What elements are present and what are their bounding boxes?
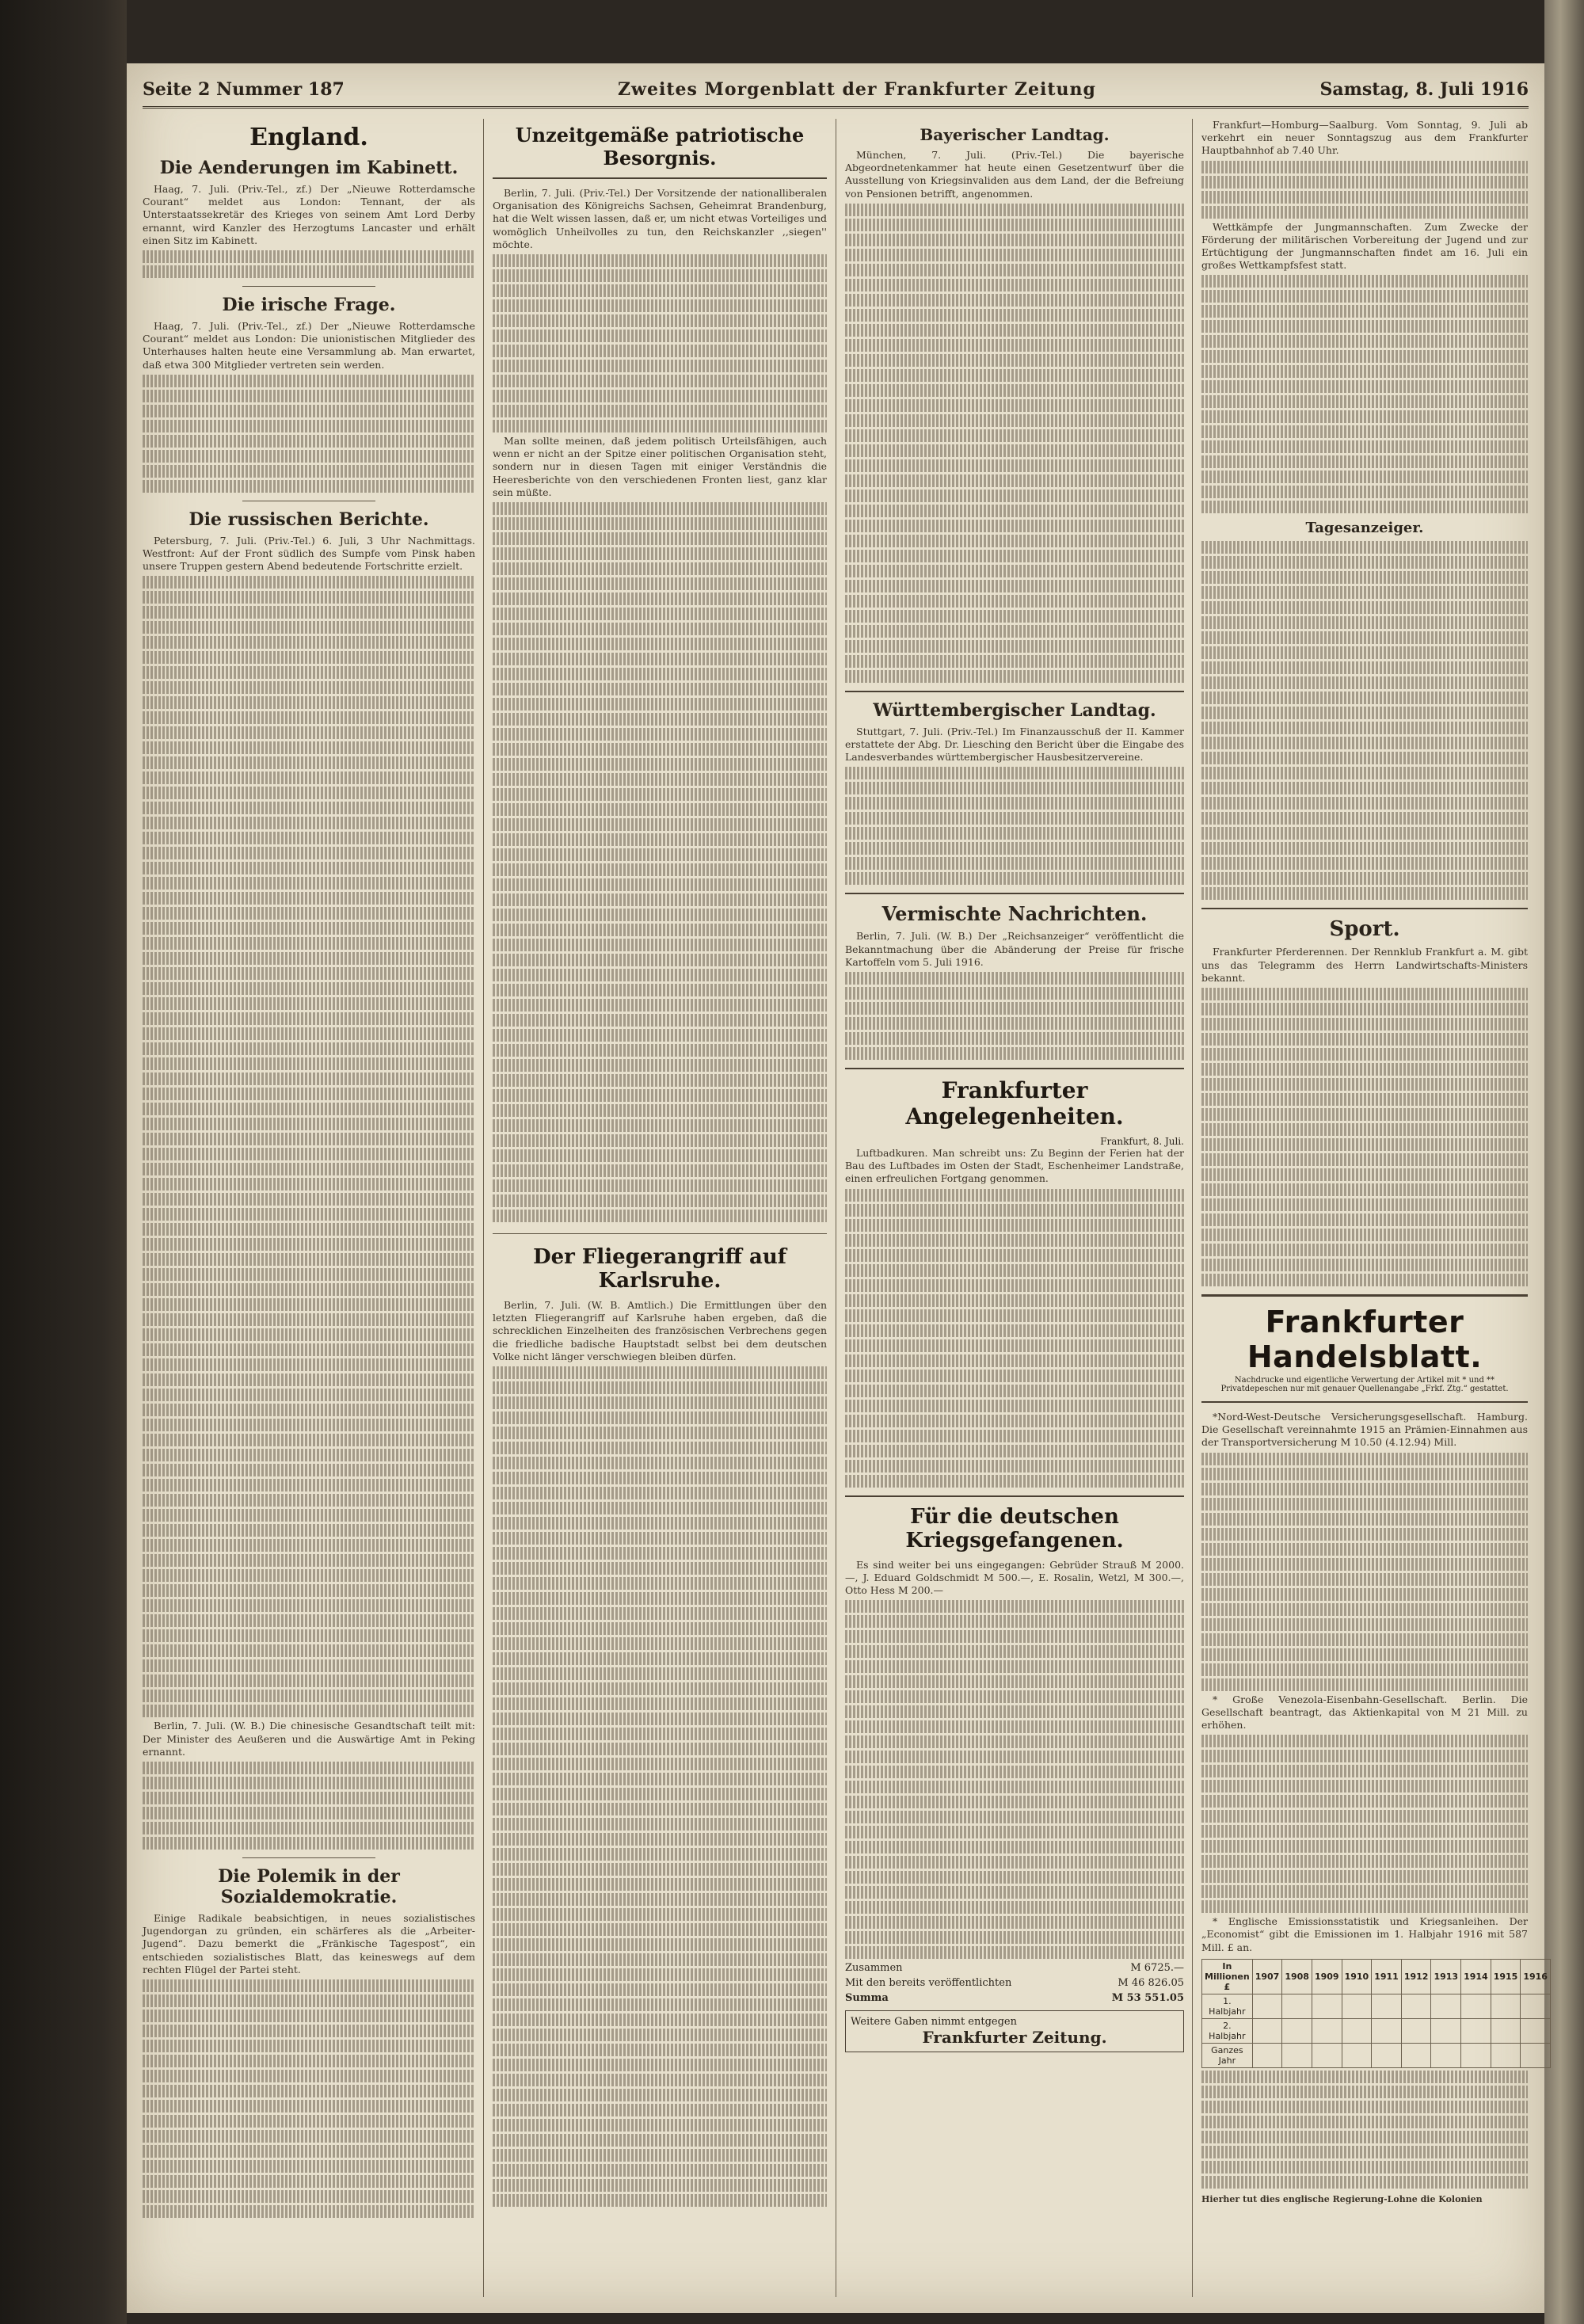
subhead-polemic: Die Polemik in der Sozialdemokratie. <box>218 1866 400 1908</box>
article-paragraph: Frankfurt—Homburg—Saalburg. Vom Sonntag, 9. Juli ab verkehrt ein neuer Sonntagszug aus dem Frankfurter Hauptbahnhof ab 7.40 Uhr. <box>1201 119 1528 157</box>
masthead-title: Zweites Morgenblatt der Frankfurter Zeitung <box>618 79 1096 100</box>
dateline: Frankfurt, 8. Juli. <box>1100 1136 1184 1148</box>
table-caption: In Millionen £ <box>1202 1959 1253 1994</box>
subhead-cabinet: Die Aenderungen im Kabinett. <box>159 158 459 178</box>
article-text <box>1201 946 1528 985</box>
table-year: 1910 <box>1342 1959 1372 1994</box>
row-label: 1. Halbjahr <box>1202 1994 1253 2018</box>
table-row <box>1202 2018 1551 2043</box>
article-paragraph: Berlin, 7. Juli. (W. B.) Die chinesische Gesandtschaft teilt mit: Der Minister des Aeußeren und die Auswärtige Amt in Peking ernannt. <box>143 1720 475 1758</box>
masthead-page-number: Seite 2 Nummer 187 <box>143 79 345 100</box>
table-year: 1912 <box>1401 1959 1431 1994</box>
headline-frankfurter-handelsblatt: Frankfurter Handelsblatt. <box>1247 1305 1483 1375</box>
table-year: 1911 <box>1372 1959 1402 1994</box>
previous-value: M 46 826.05 <box>1118 1977 1184 1990</box>
footer-note: Weitere Gaben nimmt entgegen <box>851 2016 1017 2029</box>
article-text <box>845 149 1184 200</box>
subtotal-label: Zusammen <box>845 1962 903 1975</box>
article-text <box>143 1720 475 1758</box>
footer-signature: Frankfurter Zeitung. <box>922 2028 1107 2048</box>
donation-previous <box>845 1977 1184 1989</box>
article-paragraph: Wettkämpfe der Jungmannschaften. Zum Zwecke der Förderung der militärischen Vorbereitung der Jugend und zur Ertüchtigung der Jungmannschaften findet am 16. Juli ein großes Wettkampfsfest statt. <box>1201 220 1528 272</box>
article-text <box>1201 119 1528 158</box>
article-text <box>845 1147 1184 1186</box>
table-year: 1916 <box>1521 1959 1551 1994</box>
article-text <box>143 183 475 247</box>
article-paragraph: Berlin, 7. Juli. (W. B. Amtlich.) Die Ermittlungen über den letzten Fliegerangriff auf Karlsruhe haben ergeben, daß die schrecklichen Einzelheiten des französischen Verbrechens gegen die friedliche badische Hauptstadt selbst bei dem deutschen Volke nicht länger verschwiegen bleiben dürfen. <box>493 1299 827 1362</box>
article-text <box>143 535 475 573</box>
subhead-irish-question: Die irische Frage. <box>222 295 396 316</box>
headline-patriotic-concern: Unzeitgemäße patriotische Besorgnis. <box>515 124 805 170</box>
headline-bavarian-diet: Bayerischer Landtag. <box>920 125 1110 144</box>
article-text <box>1201 1693 1528 1732</box>
subhead-russian-reports: Die russischen Berichte. <box>188 509 429 530</box>
article-paragraph: Man sollte meinen, daß jedem politisch Urteilsfähigen, auch wenn er nicht an der Spitze einer politischen Organisation steht, sondern nur in diesen Tagen mit einiger Verständnis die Heeresberichte von den verschiedenen Fronten liest, ganz klar sein müßte. <box>493 435 827 498</box>
headline-england: England. <box>249 124 368 151</box>
sum-label: Summa <box>845 1992 889 2005</box>
headline-sport: Sport. <box>1329 917 1400 942</box>
headline-prisoners-of-war: Für die deutschen Kriegsgefangenen. <box>905 1504 1124 1553</box>
headline-karlsruhe-air-raid: Der Fliegerangriff auf Karlsruhe. <box>533 1245 786 1293</box>
table-year: 1914 <box>1461 1959 1491 1994</box>
column-3 <box>845 119 1184 2297</box>
article-text <box>845 930 1184 969</box>
article-paragraph: Haag, 7. Juli. (Priv.-Tel., zf.) Der „Nieuwe Rotterdamsche Courant“ meldet aus London: Die unionistischen Mitglieder des Unterhauses halten heute eine Versammlung ab. Man erwartet, daß etwa 300 Mitglieder vertreten sein werden. <box>143 320 475 371</box>
column-rule <box>1192 119 1193 2297</box>
masthead-date: Samstag, 8. Juli 1916 <box>1319 79 1529 100</box>
article-text <box>143 1912 475 1976</box>
column-4 <box>1201 119 1548 2297</box>
article-text <box>845 1559 1184 1598</box>
previous-label: Mit den bereits veröffentlichten <box>845 1977 1012 1990</box>
article-paragraph: München, 7. Juli. (Priv.-Tel.) Die bayerische Abgeordnetenkammer hat heute einen Gesetzentwurf über die Ausstellung von Kriegsinvaliden aus dem Land, der die Befreiung von Pensionen betrifft, angenommen. <box>845 149 1184 200</box>
article-text <box>493 187 827 251</box>
article-text <box>1201 221 1528 272</box>
handelsblatt-notice: Nachdrucke und eigentliche Verwertung der Artikel mit * und ** Privatdepeschen nur mit genauer Quellenangabe „Frkf. Ztg.“ gestattet. <box>1220 1376 1509 1394</box>
donation-subtotal <box>845 1962 1184 1974</box>
article-paragraph: * Große Venezola-Eisenbahn-Gesellschaft. Berlin. Die Gesellschaft beantragt, das Aktienkapital von M 21 Mill. zu erhöhen. <box>1201 1693 1528 1732</box>
article-paragraph: Berlin, 7. Juli. (Priv.-Tel.) Der Vorsitzende der nationalliberalen Organisation des Königreichs Sachsen, Geheimrat Brandenburg, hat die Welt wissen lassen, daß er, um nicht etwas Vorteiliges und womöglich Unheilvolles zu tun, den Reichskanzler ,,siegen'' möchte. <box>493 187 827 250</box>
article-text <box>493 435 827 499</box>
table-year: 1909 <box>1312 1959 1342 1994</box>
article-paragraph: Luftbadkuren. Man schreibt uns: Zu Beginn der Ferien hat der Bau des Luftbades im Osten der Stadt, Eschenheimer Landstraße, einen erfreulichen Fortgang genommen. <box>845 1147 1184 1185</box>
table-row <box>1202 1994 1551 2018</box>
table-year: 1913 <box>1431 1959 1461 1994</box>
article-paragraph: Petersburg, 7. Juli. (Priv.-Tel.) 6. Juli, 3 Uhr Nachmittags. Westfront: Auf der Front südlich des Sumpfe vom Pinsk haben unsere Truppen gestern Abend bedeutende Fortschritte erzielt. <box>143 534 475 573</box>
table-year: 1908 <box>1282 1959 1312 1994</box>
donation-sum <box>845 1992 1184 2004</box>
article-paragraph: *Nord-West-Deutsche Versicherungsgesellschaft. Hamburg. Die Gesellschaft vereinnahmte 1915 an Prämien-Einnahmen aus der Transportversicherung M 10.50 (4.12.94) Mill. <box>1201 1411 1528 1449</box>
table-row <box>1202 2043 1551 2067</box>
column-2 <box>493 119 827 2297</box>
article-paragraph: * Englische Emissionsstatistik und Kriegsanleihen. Der „Economist“ gibt die Emissionen im 1. Halbjahr 1916 mit 587 Mill. £ an. <box>1201 1915 1528 1953</box>
table-year: 1907 <box>1252 1959 1282 1994</box>
article-paragraph: Frankfurter Pferderennen. Der Rennklub Frankfurt a. M. gibt uns das Telegramm des Herrn Landwirtschafts-Ministers bekannt. <box>1201 946 1528 984</box>
headline-miscellaneous: Vermischte Nachrichten. <box>881 902 1148 926</box>
article-text <box>143 320 475 371</box>
article-paragraph: Es sind weiter bei uns eingegangen: Gebrüder Strauß M 2000.—, J. Eduard Goldschmidt M 500.—, E. Rosalin, Wetzl, M 300.—, Otto Hess M 200.— <box>845 1558 1184 1597</box>
row-label: 2. Halbjahr <box>1202 2018 1253 2043</box>
article-text <box>1201 1411 1528 1450</box>
headline-wuerttemberg-diet: Württembergischer Landtag. <box>873 699 1156 721</box>
headline-frankfurt-affairs: Frankfurter Angelegenheiten. <box>905 1077 1124 1130</box>
headline-daily-events: Tagesanzeiger. <box>1305 520 1424 537</box>
sum-value: M 53 551.05 <box>1111 1992 1184 2005</box>
donation-footer <box>845 2010 1184 2052</box>
column-1 <box>143 119 475 2297</box>
article-text <box>845 726 1184 764</box>
table-year: 1915 <box>1491 1959 1521 1994</box>
column-rule <box>483 119 484 2297</box>
bottom-line: Hierher tut dies englische Regierung-Lohne die Kolonien <box>1201 2193 1483 2204</box>
article-paragraph: Einige Radikale beabsichtigen, in neues sozialistisches Jugendorgan zu gründen, ein schärferes als die „Arbeiter-Jugend“. Dazu bemerkt die „Fränkische Tagespost“, ein entschieden sozialistisches Blatt, das keineswegs auf dem rechten Flügel der Partei steht. <box>143 1912 475 1975</box>
subtotal-value: M 6725.— <box>1130 1962 1184 1975</box>
masthead <box>143 74 1529 109</box>
row-label: Ganzes Jahr <box>1202 2043 1253 2067</box>
scan-left-margin <box>0 0 127 2324</box>
article-paragraph: Berlin, 7. Juli. (W. B.) Der „Reichsanzeiger“ veröffentlicht die Bekanntmachung über die Abänderung der Preise für frische Kartoffeln vom 5. Juli 1916. <box>845 930 1184 968</box>
newspaper-page <box>127 63 1548 2313</box>
article-text <box>1201 1915 1528 1954</box>
table-header-row <box>1202 1959 1551 1994</box>
article-paragraph: Stuttgart, 7. Juli. (Priv.-Tel.) Im Finanzausschuß der II. Kammer erstattete der Abg. Dr. Liesching den Bericht über die Eingabe des Landesverbandes württembergischer Hausbesitzervereine. <box>845 725 1184 764</box>
article-text <box>493 1299 827 1363</box>
article-paragraph: Haag, 7. Juli. (Priv.-Tel., zf.) Der „Nieuwe Rotterdamsche Courant“ meldet aus London: Tennant, der als Unterstaatssekretär des Krieges von seinem Amt Lord Derby ernannt, wird Kanzler des Herzogtums Lancaster und erhält einen Sitz im Kabinett. <box>143 183 475 246</box>
emission-table <box>1201 1959 1551 2068</box>
